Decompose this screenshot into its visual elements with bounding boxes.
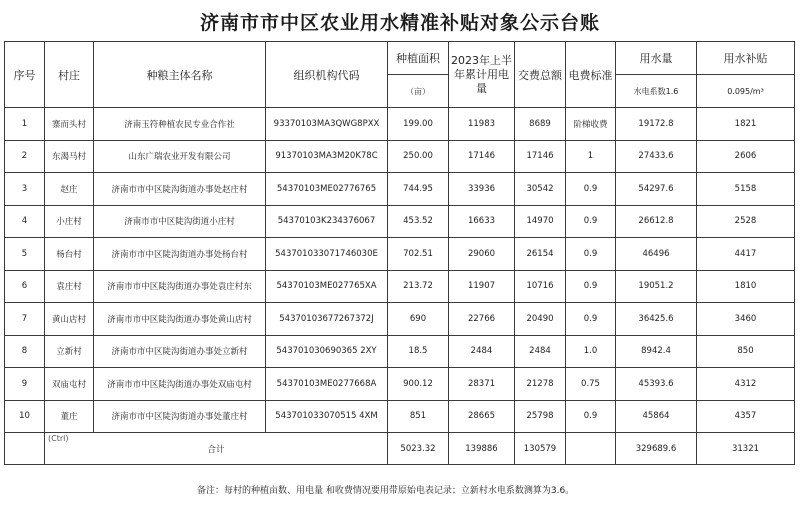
cell-area: 690 <box>388 303 449 336</box>
cell-org-code: 54370103677267372J <box>266 303 388 336</box>
cell-village: 董庄 <box>45 400 94 433</box>
cell-subsidy: 1810 <box>697 270 795 303</box>
cell-power: 17146 <box>449 140 515 173</box>
cell-water: 46496 <box>616 238 697 271</box>
total-area: 5023.32 <box>388 433 449 465</box>
cell-fee: 20490 <box>515 303 566 336</box>
ledger-body <box>5 108 795 433</box>
cell-power: 11907 <box>449 270 515 303</box>
total-water: 329689.6 <box>616 433 697 465</box>
cell-entity: 济南市市中区陡沟街道办事处黄山店村 <box>94 303 266 336</box>
header-water: 用水量 <box>616 42 697 75</box>
cell-entity: 济南市市中区陡沟街道办事处董庄村 <box>94 400 266 433</box>
table-row <box>5 368 795 401</box>
cell-entity: 济南市市中区陡沟街道办事处立新村 <box>94 335 266 368</box>
cell-org-code: 543701030690365 2XY <box>266 335 388 368</box>
cell-power: 33936 <box>449 173 515 206</box>
cell-fee: 10716 <box>515 270 566 303</box>
cell-rate: 0.9 <box>566 303 616 336</box>
table-row <box>5 205 795 238</box>
footnote: 备注：每村的种植亩数、用电量 和收费情况要用带原始电表记录；立新村水电系数测算为3.6。 <box>197 486 575 496</box>
cell-rate: 0.9 <box>566 173 616 206</box>
total-rate <box>566 433 616 465</box>
cell-rate: 0.9 <box>566 238 616 271</box>
cell-power: 28371 <box>449 368 515 401</box>
cell-area: 900.12 <box>388 368 449 401</box>
cell-fee: 21278 <box>515 368 566 401</box>
cell-seq: 9 <box>5 368 45 401</box>
table-row <box>5 108 795 141</box>
cell-subsidy: 2606 <box>697 140 795 173</box>
header-entity: 种粮主体名称 <box>94 42 266 108</box>
cell-entity: 济南市市中区陡沟街道办事处袁庄村东 <box>94 270 266 303</box>
cell-village: 寨而头村 <box>45 108 94 141</box>
cell-rate: 1 <box>566 140 616 173</box>
cell-fee: 8689 <box>515 108 566 141</box>
cell-seq: 6 <box>5 270 45 303</box>
cell-power: 16633 <box>449 205 515 238</box>
cell-seq: 7 <box>5 303 45 336</box>
header-subsidy: 用水补贴 <box>697 42 795 75</box>
cell-water: 54297.6 <box>616 173 697 206</box>
cell-village: 东渴马村 <box>45 140 94 173</box>
cell-org-code: 54370103ME02776765 <box>266 173 388 206</box>
cell-subsidy: 5158 <box>697 173 795 206</box>
cell-rate: 0.9 <box>566 400 616 433</box>
cell-subsidy: 1821 <box>697 108 795 141</box>
cell-area: 851 <box>388 400 449 433</box>
header-area: 种植面积 <box>388 42 449 75</box>
table-row <box>5 400 795 433</box>
cell-subsidy: 4417 <box>697 238 795 271</box>
cell-subsidy: 850 <box>697 335 795 368</box>
cell-entity: 济南玉符种植农民专业合作社 <box>94 108 266 141</box>
cell-seq: 10 <box>5 400 45 433</box>
cell-seq: 2 <box>5 140 45 173</box>
header-village: 村庄 <box>45 42 94 108</box>
cell-org-code: 54370103ME0277668A <box>266 368 388 401</box>
cell-power: 2484 <box>449 335 515 368</box>
cell-entity: 济南市市中区陡沟街道小庄村 <box>94 205 266 238</box>
cell-rate: 0.75 <box>566 368 616 401</box>
cell-seq: 1 <box>5 108 45 141</box>
cell-water: 45393.6 <box>616 368 697 401</box>
cell-area: 453.52 <box>388 205 449 238</box>
total-fee: 130579 <box>515 433 566 465</box>
cell-power: 11983 <box>449 108 515 141</box>
cell-org-code: 93370103MA3QWG8PXX <box>266 108 388 141</box>
cell-water: 8942.4 <box>616 335 697 368</box>
cell-fee: 17146 <box>515 140 566 173</box>
cell-rate: 0.9 <box>566 205 616 238</box>
cell-entity: 山东广瑞农业开发有限公司 <box>94 140 266 173</box>
header-seq: 序号 <box>5 42 45 108</box>
page-title: 济南市市中区农业用水精准补贴对象公示台账 <box>199 12 600 34</box>
header-power: 2023年上半年累计用电量 <box>449 42 515 108</box>
total-power: 139886 <box>449 433 515 465</box>
cell-rate: 0.9 <box>566 270 616 303</box>
cell-org-code: 543701033071746030E <box>266 238 388 271</box>
cell-village: 双庙屯村 <box>45 368 94 401</box>
total-seq-cell <box>5 433 69 465</box>
cell-fee: 26154 <box>515 238 566 271</box>
cell-area: 702.51 <box>388 238 449 271</box>
cell-fee: 14970 <box>515 205 566 238</box>
cell-area: 744.95 <box>388 173 449 206</box>
table-row <box>5 303 795 336</box>
cell-water: 19051.2 <box>616 270 697 303</box>
header-area-unit: （亩） <box>388 75 449 108</box>
cell-water: 26612.8 <box>616 205 697 238</box>
cell-power: 22766 <box>449 303 515 336</box>
cell-org-code: 54370103K234376067 <box>266 205 388 238</box>
table-row <box>5 140 795 173</box>
cell-org-code: 91370103MA3M20K78C <box>266 140 388 173</box>
cell-area: 250.00 <box>388 140 449 173</box>
cell-entity: 济南市市中区陡沟街道办事处双庙屯村 <box>94 368 266 401</box>
cell-fee: 25798 <box>515 400 566 433</box>
cell-power: 29060 <box>449 238 515 271</box>
cell-seq: 3 <box>5 173 45 206</box>
table-row <box>5 238 795 271</box>
header-water-coefficient: 水电系数1.6 <box>616 75 697 108</box>
cell-org-code: 54370103ME027765XA <box>266 270 388 303</box>
header-subsidy-rate: 0.095/m³ <box>697 75 795 108</box>
cell-village: 立新村 <box>45 335 94 368</box>
cell-seq: 4 <box>5 205 45 238</box>
cell-org-code: 543701033070515 4XM <box>266 400 388 433</box>
cell-rate: 1.0 <box>566 335 616 368</box>
header-rate: 电费标准 <box>566 42 616 108</box>
cell-power: 28665 <box>449 400 515 433</box>
cell-subsidy: 4357 <box>697 400 795 433</box>
cell-village: 杨台村 <box>45 238 94 271</box>
cell-water: 27433.6 <box>616 140 697 173</box>
paste-options-icon[interactable]: (Ctrl) <box>48 434 69 443</box>
table-row <box>5 173 795 206</box>
cell-entity: 济南市市中区陡沟街道办事处赵庄村 <box>94 173 266 206</box>
cell-water: 36425.6 <box>616 303 697 336</box>
table-row <box>5 335 795 368</box>
header-fee: 交费总额 <box>515 42 566 108</box>
cell-village: 黄山店村 <box>45 303 94 336</box>
total-row <box>5 433 795 465</box>
table-row <box>5 270 795 303</box>
cell-fee: 2484 <box>515 335 566 368</box>
cell-seq: 5 <box>5 238 45 271</box>
cell-village: 赵庄 <box>45 173 94 206</box>
cell-rate: 阶梯收费 <box>566 108 616 141</box>
cell-water: 19172.8 <box>616 108 697 141</box>
ledger-table <box>4 41 795 465</box>
cell-fee: 30542 <box>515 173 566 206</box>
cell-area: 199.00 <box>388 108 449 141</box>
cell-area: 213.72 <box>388 270 449 303</box>
total-subsidy: 31321 <box>697 433 795 465</box>
cell-village: 小庄村 <box>45 205 94 238</box>
cell-area: 18.5 <box>388 335 449 368</box>
header-org-code: 组织机构代码 <box>266 42 388 108</box>
cell-entity: 济南市市中区陡沟街道办事处杨台村 <box>94 238 266 271</box>
cell-water: 45864 <box>616 400 697 433</box>
cell-subsidy: 4312 <box>697 368 795 401</box>
cell-seq: 8 <box>5 335 45 368</box>
cell-subsidy: 2528 <box>697 205 795 238</box>
cell-village: 袁庄村 <box>45 270 94 303</box>
total-label: 合计 <box>45 433 388 465</box>
cell-subsidy: 3460 <box>697 303 795 336</box>
